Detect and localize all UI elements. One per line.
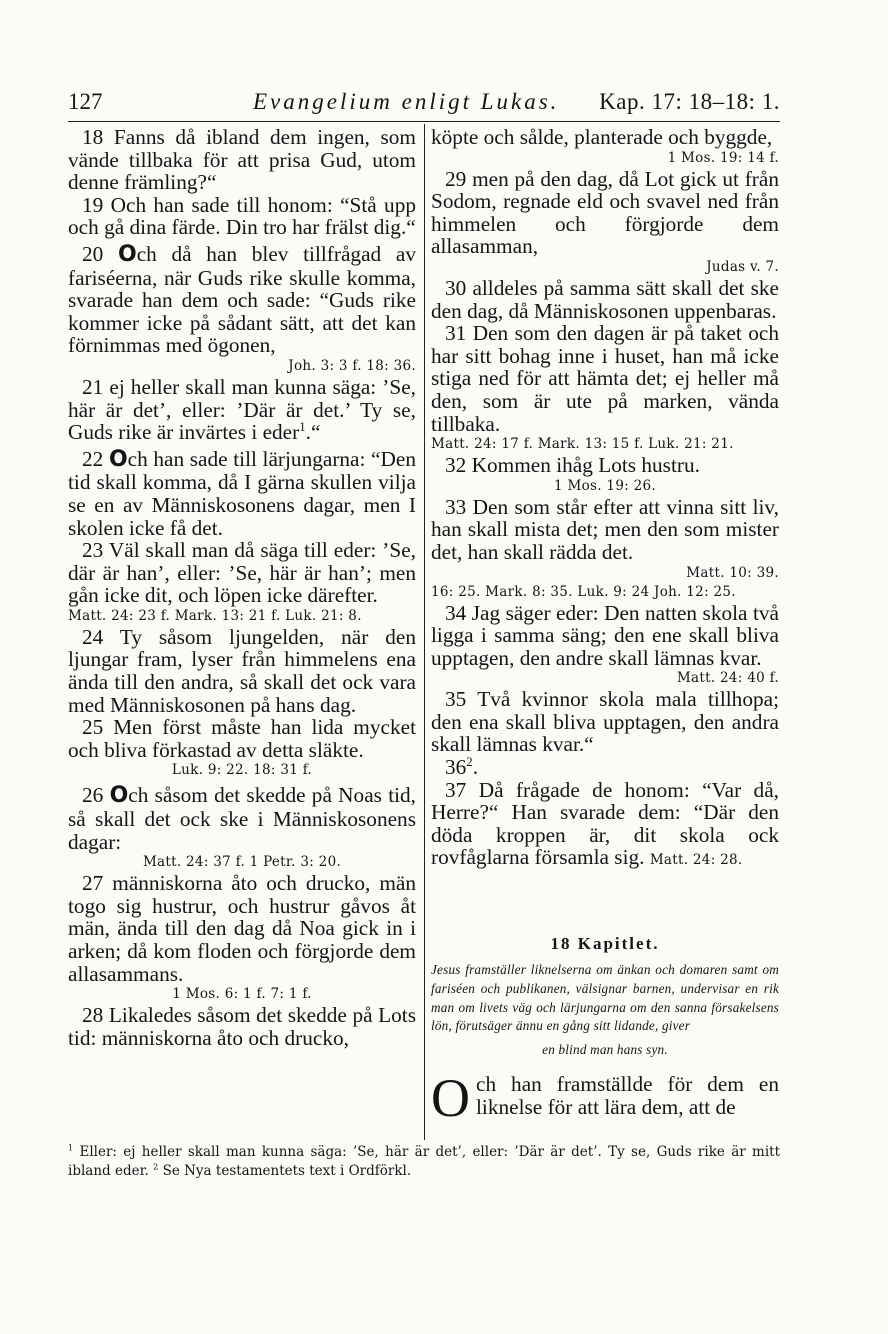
- verse-28-continued: köpte och sålde, planterade och byggde,: [431, 125, 773, 149]
- verse-36: [431, 756, 779, 779]
- verse-number: 20: [82, 241, 104, 266]
- cross-reference: 1 Mos. 19: 14 f.: [667, 149, 779, 166]
- verse-initial: O: [118, 241, 137, 267]
- verse-22: [68, 448, 416, 539]
- cross-reference: Matt. 24: 17 f. Mark. 13: 15 f. Luk. 21: 21.: [431, 436, 734, 453]
- verse-37: [431, 779, 779, 871]
- left-column: [68, 126, 416, 1049]
- verse-end: .: [472, 755, 479, 780]
- verse-28: 28 Likaledes såsom det skedde på Lots tid: människorna åto och drucko,: [68, 1003, 416, 1050]
- cross-reference: Matt. 10: 39.: [686, 564, 779, 581]
- cross-reference: Matt. 24: 37 f. 1 Petr. 3: 20.: [142, 854, 342, 871]
- footnote-number: 2: [153, 1161, 159, 1172]
- verse-30: 30 alldeles på samma sätt skall det ske den dag, då Människosonen uppenbaras.: [431, 275, 779, 323]
- verse-32: 32 Kommen ihåg Lots hustru.: [445, 453, 700, 478]
- footnotes: [68, 1143, 780, 1181]
- footnote-2: Se Nya testamentets text i Ordförkl.: [162, 1163, 412, 1179]
- verse-29: 29 men på den dag, då Lot gick ut från Sodom, regnade eld och svavel ned från himmelen och förgjorde dem allasamman,: [431, 166, 779, 259]
- verse-26: [68, 784, 416, 853]
- verse-1: [431, 1068, 779, 1129]
- footnote-marker: 2: [466, 754, 473, 769]
- cross-reference: 1 Mos. 6: 1 f. 7: 1 f.: [172, 986, 312, 1003]
- verse-text: 21 ej heller skall man kunna säga: ’Se, här är det’, eller: ’Där är det.’ Ty se, Guds rike är invärtes i eder: [68, 374, 416, 445]
- verse-23: 23 Väl skall man då säga till eder: ’Se, där är han’, eller: ’Se, här är han’; men gån icke dit, och löpen icke därefter.: [68, 538, 416, 608]
- cross-reference: Matt. 24: 23 f. Mark. 13: 21 f. Luk. 21: 8.: [68, 607, 362, 624]
- cross-reference: Matt. 24: 28.: [649, 852, 743, 869]
- verse-text: ch då han blev tillfrågad av fariséerna, när Guds rike skulle komma, svarade han dem och sade: “Guds rike kommer icke på sådant sätt, att det kan förnimmas med ögonen,: [68, 241, 416, 358]
- verse-text: 37 Då frågade de honom: “Var då, Herre?“ Han svarade dem: “Där den döda kroppen är, dit skola ock rovfåglarna församla sig.: [431, 777, 779, 870]
- page-number: 127: [68, 89, 103, 114]
- right-column: [431, 125, 779, 1129]
- verse-25: 25 Men först måste han lida mycket och bliva förkastad av detta släkte.: [68, 715, 416, 762]
- verse-20: [68, 243, 416, 357]
- verse-text: ch han sade till lärjungarna: “Den tid skall komma, då I gärna skullen vilja se en av Människosonens dagar, men I skolen icke få det.: [68, 446, 416, 540]
- verse-end: .“: [305, 420, 321, 445]
- footnote-marker: 1: [299, 420, 306, 435]
- page-header: [68, 86, 780, 118]
- header-rule: [68, 121, 780, 122]
- column-divider: [424, 124, 425, 1140]
- verse-initial: O: [108, 446, 128, 472]
- verse-number: 22: [82, 446, 104, 471]
- cross-reference: Matt. 24: 40 f.: [676, 670, 779, 687]
- cross-reference: 16: 25. Mark. 8: 35. Luk. 9: 24 Joh. 12: 25.: [431, 583, 736, 600]
- verse-33: 33 Den som står efter att vinna sitt liv, han skall mista det; men den som mister det, han skall rädda det.: [431, 494, 779, 564]
- cross-reference: 1 Mos. 19: 26.: [553, 477, 657, 494]
- verse-24: 24 Ty såsom ljungelden, när den ljungar fram, lyser från himmelens ena ända till den andra, så skall det ock vara med Människosonen på hans dag.: [68, 624, 416, 717]
- chapter-heading: 18 Kapitlet.: [550, 934, 660, 954]
- drop-cap: O: [431, 1068, 470, 1129]
- chapter-reference: Kap. 17: 18–18: 1.: [599, 89, 780, 114]
- verse-31: 31 Den som den dagen är på taket och har sitt bohag inne i huset, han må icke stiga ned för att hämta det; ej heller må den, som är ute på marken, vända tillbaka.: [431, 321, 779, 436]
- verse-34: 34 Jag säger eder: Den natten skola två ligga i samma säng; den ene skall bliva upptagen, den andre skall lämnas kvar.: [431, 600, 779, 670]
- verse-text: ch såsom det skedde på Noas tid, så skall det ock ske i Människosonens dagar:: [68, 783, 416, 854]
- chapter-summary-end: en blind man hans syn.: [542, 1041, 668, 1057]
- verse-21: [68, 376, 416, 444]
- cross-reference: Luk. 9: 22. 18: 31 f.: [171, 762, 313, 779]
- chapter-summary: Jesus framställer liknelserna om änkan och domaren samt om fariséen och publikanen, välsignar barnen, undervisar en rik man om livets väg och lärjungarna om den sanna försakelsens lön, förutsäger ännu en gång sitt lidande, giver: [431, 962, 779, 1034]
- verse-initial: O: [109, 783, 129, 809]
- verse-text: ch han framställde för dem en liknelse för att lära dem, att de: [476, 1072, 779, 1119]
- footnote-1: Eller: ej heller skall man kunna säga: ’Se, här är det’, eller: ’Där är det’. Ty se, Guds rike är mitt ibland eder.: [68, 1144, 780, 1179]
- verse-35: 35 Två kvinnor skola mala tillhopa; den ena skall bliva upptagen, den andra skall lämnas kvar.“: [431, 687, 779, 757]
- cross-reference: Judas v. 7.: [706, 258, 779, 275]
- verse-18: 18 Fanns då ibland dem ingen, som vände tillbaka för att prisa Gud, utom denne främling?“: [68, 125, 416, 195]
- running-title: Evangelium enligt Lukas.: [253, 89, 560, 114]
- verse-number: 36: [445, 755, 467, 780]
- verse-number: 26: [82, 783, 104, 808]
- footnote-number: 1: [68, 1142, 74, 1153]
- verse-27: 27 människorna åto och drucko, män togo sig hustrur, och hustrur gåvos åt män, ända till den dag då Noa gick in i arken; då kom floden och förgjorde dem allasammans.: [68, 871, 416, 986]
- cross-reference: Joh. 3: 3 f. 18: 36.: [288, 357, 416, 374]
- verse-19: 19 Och han sade till honom: “Stå upp och gå dina färde. Din tro har frälst dig.“: [68, 192, 416, 240]
